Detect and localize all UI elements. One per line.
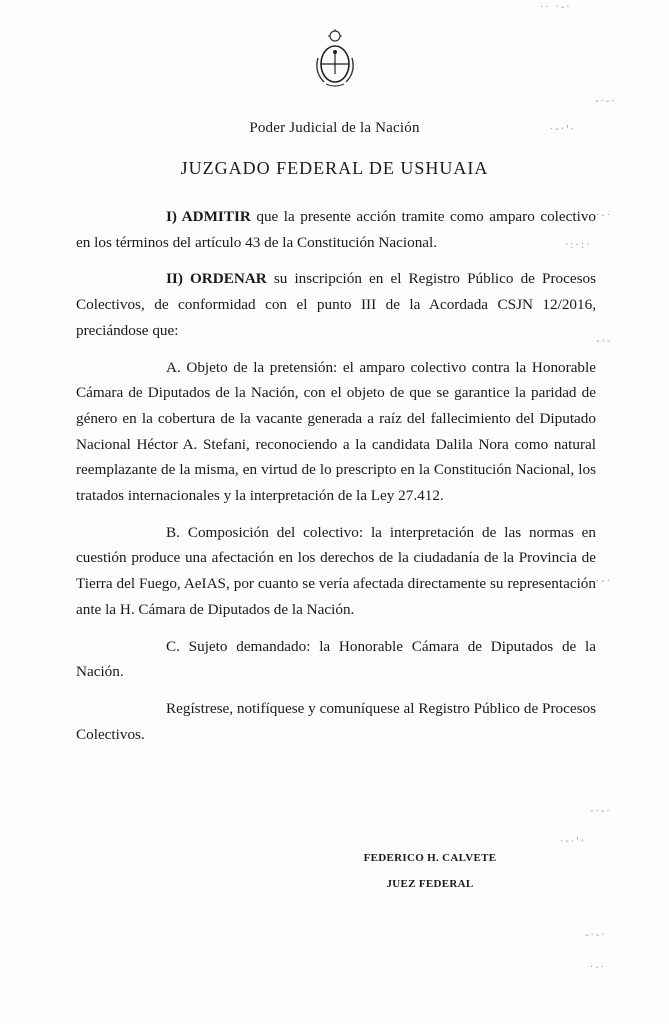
paragraph-registrese	[76, 696, 596, 747]
paragraph-text: A. Objeto de la pretensión: el amparo colectivo contra la Honorable Cámara de Diputados de la Nación, con el objeto de que se garantice la paridad de género en la cobertura de la vacante generada a raíz del fallecimiento del Diputado Nacional Héctor A. Stefani, reconociendo a la candidata Dalila Nora como natural reemplazante de la misma, en virtud de lo prescripto en la Constitución Nacional, los tratados internacionales y la interpretación de la Ley 27.412.	[76, 358, 596, 505]
resolution-body	[76, 204, 596, 758]
scan-speckle: ·· ·-·	[540, 2, 572, 13]
paragraph-text: su inscripción en el Registro Público de Procesos Colectivos, de conformidad con el punto III de la Acordada CSJN 12/2016, preciándose que:	[76, 270, 596, 339]
scan-speckle: ·-·	[596, 576, 612, 587]
scan-speckle: -·-·	[595, 96, 617, 107]
scan-speckle: ·:·:·	[565, 240, 592, 251]
scan-speckle: ·-·'·	[550, 124, 576, 135]
paragraph-lead: I) ADMITIR	[166, 208, 251, 225]
paragraph-sujeto	[76, 634, 596, 685]
scan-speckle: -·-·	[585, 930, 607, 941]
paragraph-ordenar	[76, 266, 596, 343]
paragraph-text: C. Sujeto demandado: la Honorable Cámara de Diputados de la Nación.	[76, 637, 596, 681]
organization-name: Poder Judicial de la Nación	[249, 120, 420, 136]
paragraph-composicion	[76, 520, 596, 623]
argentina-coat-of-arms-icon	[312, 28, 358, 90]
scan-speckle: ·-·	[596, 210, 612, 221]
court-name: JUZGADO FEDERAL DE USHUAIA	[180, 158, 489, 178]
paragraph-admitir	[76, 204, 596, 255]
paragraph-text: Regístrese, notifíquese y comuníquese al Registro Público de Procesos Colectivos.	[76, 699, 596, 743]
scan-speckle: -·-·	[590, 806, 612, 817]
scan-speckle: ·-·'·	[560, 836, 586, 847]
scan-speckle: ·-·	[590, 962, 606, 973]
scan-speckle: -·-	[596, 336, 613, 347]
paragraph-objeto	[76, 355, 596, 509]
paragraph-text: B. Composición del colectivo: la interpretación de las normas en cuestión produce una afectación en los derechos de la ciudadanía de la Provincia de Tierra del Fuego, AeIAS, por cuanto se vería afectada directamente su representación ante la H. Cámara de Diputados de la Nación.	[76, 523, 596, 618]
paragraph-text: que la presente acción tramite como amparo colectivo en los términos del artículo 43 de la Constitución Nacional.	[76, 208, 596, 251]
signature-name: FEDERICO H. CALVETE	[363, 852, 497, 864]
signature-title: JUEZ FEDERAL	[386, 878, 474, 890]
paragraph-lead: II) ORDENAR	[166, 270, 267, 288]
